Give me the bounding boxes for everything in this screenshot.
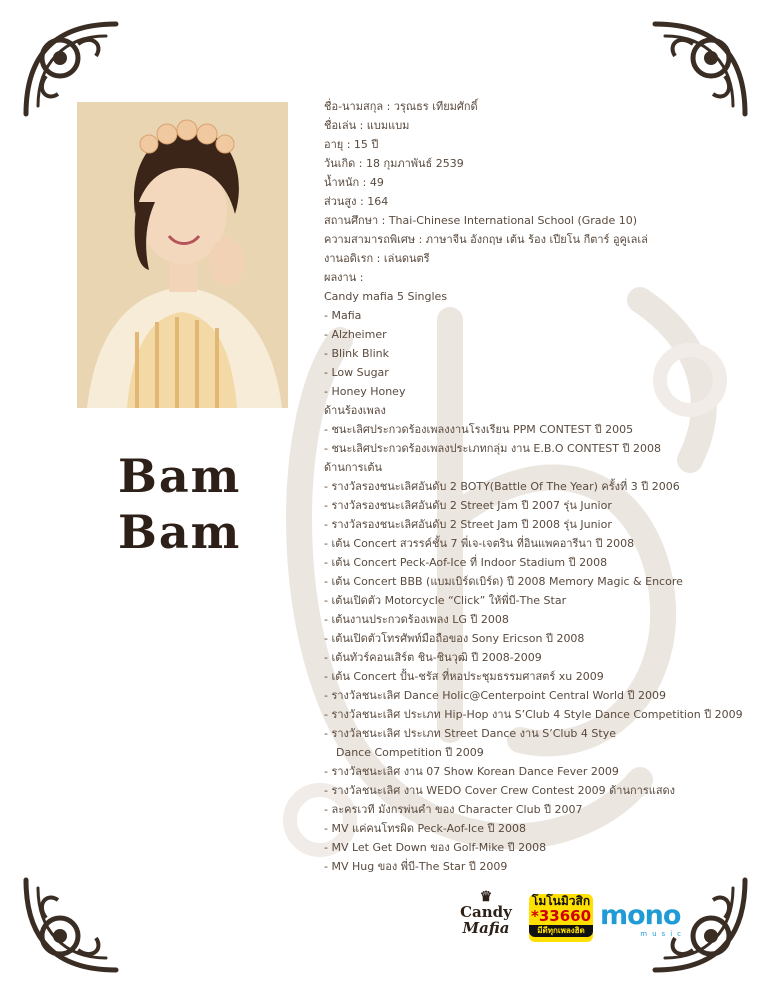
list-item: - รางวัลรองชนะเลิศอันดับ 2 BOTY(Battle Of The Year) ครั้งที่ 3 ปี 2006 (324, 480, 680, 493)
list-item: - ชนะเลิศประกวดร้องเพลงประเภทกลุ่ม งาน E.B.O CONTEST ปี 2008 (324, 442, 661, 455)
list-item: - Blink Blink (324, 347, 389, 360)
portrait-photo (77, 102, 288, 408)
list-item: - เต้น Concert BBB (แบมเบิร์ดเบิร์ด) ปี 2008 Memory Magic & Encore (324, 575, 683, 588)
list-item: - รางวัลชนะเลิศ งาน 07 Show Korean Dance Fever 2009 (324, 765, 619, 778)
info-age: อายุ : 15 ปี (324, 138, 379, 151)
mono-logo-word: mono (600, 900, 681, 931)
list-item: - ชนะเลิศประกวดร้องเพลงงานโรงเรียน PPM CONTEST ปี 2005 (324, 423, 634, 436)
info-talents: ความสามารถพิเศษ : ภาษาจีน อังกฤษ เต้น ร้อง เปียโน กีตาร์ อูคูเลเล่ (324, 233, 648, 246)
info-dance-heading: ด้านการเต้น (324, 461, 383, 474)
list-item: - เต้นทัวร์คอนเสิร์ต ชิน-ชินวุฒิ ปี 2008-2009 (324, 651, 542, 664)
list-item: - รางวัลชนะเลิศ Dance Holic@Centerpoint Central World ปี 2009 (324, 689, 666, 702)
ringtone-logo-line-3: มีดีทุกเพลงฮิต (529, 925, 593, 937)
list-item: - MV Let Get Down ของ Golf-Mike ปี 2008 (324, 841, 547, 854)
stage-name-title (118, 448, 258, 560)
list-item: - เต้นเปิดตัวโทรศัพท์มือถือของ Sony Ericson ปี 2008 (324, 632, 585, 645)
info-singles-heading: Candy mafia 5 Singles (324, 290, 448, 303)
corner-ornament-bottom-left (16, 870, 126, 980)
list-item: - MV Hug ของ พี่บี-The Star ปี 2009 (324, 860, 508, 873)
profile-info (324, 97, 764, 876)
list-item: - รางวัลรองชนะเลิศอันดับ 2 Street Jam ปี 2008 รุ่น Junior (324, 518, 612, 531)
info-singing-heading: ด้านร้องเพลง (324, 404, 386, 417)
list-item: - รางวัลชนะเลิศ ประเภท Hip-Hop งาน S’Club 4 Style Dance Competition ปี 2009 (324, 708, 743, 721)
ringtone-logo-line-1: โมโนมิวสิก (531, 894, 591, 908)
list-item: - Honey Honey (324, 385, 406, 398)
info-weight: น้ำหนัก : 49 (324, 176, 384, 189)
info-full-name: ชื่อ-นามสกุล : วรุณธร เทียมศักดิ์ (324, 100, 478, 113)
info-nickname: ชื่อเล่น : แบมแบม (324, 119, 410, 132)
list-item: - รางวัลชนะเลิศ ประเภท Street Dance งาน S’Club 4 Stye (324, 727, 616, 740)
list-item: - เต้นงานประกวดร้องเพลง LG ปี 2008 (324, 613, 509, 626)
info-hobby: งานอดิเรก : เล่นดนตรี (324, 252, 430, 265)
stage-name-line-1: Bam (118, 449, 242, 503)
list-item: - เต้น Concert ปั้น-ชรัส ที่หอประชุมธรรมศาสตร์ xu 2009 (324, 670, 604, 683)
candy-logo-line-1: Candy (460, 903, 512, 921)
list-item-continuation: Dance Competition ปี 2009 (336, 746, 484, 759)
info-birthday: วันเกิด : 18 กุมภาพันธ์ 2539 (324, 157, 464, 170)
list-item: - ละครเวที มังกรพ่นคำ ของ Character Club ปี 2007 (324, 803, 583, 816)
mono-logo-subword: music (640, 930, 686, 938)
list-item: - Low Sugar (324, 366, 389, 379)
ringtone-logo-line-2: *33660 (530, 907, 592, 925)
list-item: - เต้น Concert Peck-Aof-Ice ที่ Indoor Stadium ปี 2008 (324, 556, 608, 569)
list-item: - เต้น Concert สวรรค์ชั้น 7 พี่เจ-เจตริน ที่อินแพคอารีนา ปี 2008 (324, 537, 635, 550)
info-school: สถานศึกษา : Thai-Chinese International School (Grade 10) (324, 214, 638, 227)
sponsor-logos (454, 890, 694, 950)
mono-music-logo (600, 902, 692, 942)
candy-logo-line-2: Mafia (462, 919, 510, 937)
list-item: - Mafia (324, 309, 362, 322)
list-item: - MV แค่คนโทรผิด Peck-Aof-Ice ปี 2008 (324, 822, 526, 835)
list-item: - รางวัลชนะเลิศ งาน WEDO Cover Crew Contest 2009 ด้านการแสดง (324, 784, 676, 797)
candy-mafia-logo (454, 890, 518, 948)
list-item: - รางวัลรองชนะเลิศอันดับ 2 Street Jam ปี 2007 รุ่น Junior (324, 499, 612, 512)
info-works-heading: ผลงาน : (324, 271, 364, 284)
mono-music-ringtone-logo (529, 894, 593, 942)
list-item: - Alzheimer (324, 328, 387, 341)
crown-icon: ♛ (479, 889, 493, 905)
stage-name-line-2: Bam (118, 505, 242, 559)
list-item: - เต้นเปิดตัว Motorcycle “Click” ให้พี่บี-The Star (324, 594, 567, 607)
info-height: ส่วนสูง : 164 (324, 195, 389, 208)
